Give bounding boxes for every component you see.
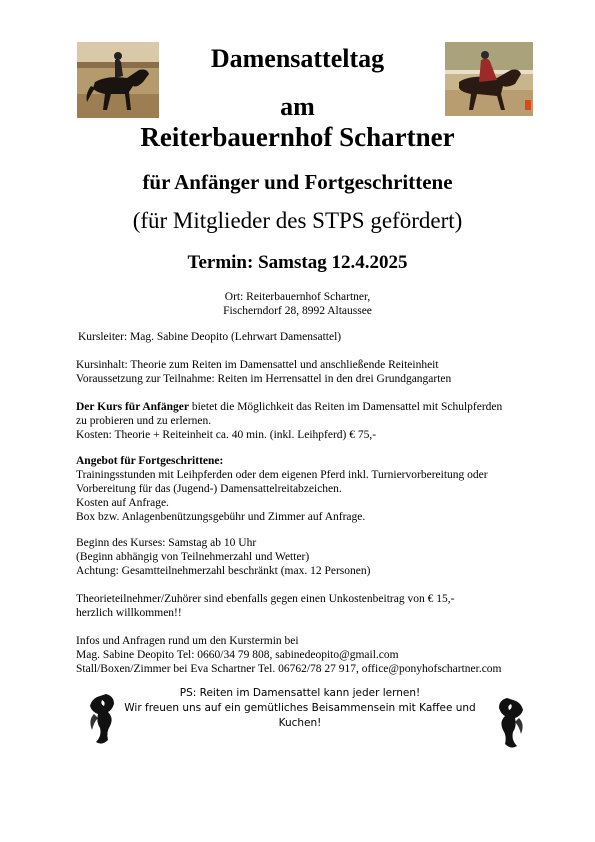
course-start-line-1: Beginn des Kurses: Samstag ab 10 Uhr <box>76 537 257 549</box>
course-start-line-2: (Beginn abhängig von Teilnehmerzahl und Wetter) <box>76 551 310 563</box>
title-line-3: Reiterbauernhof Schartner <box>140 122 455 152</box>
instructor: Kursleiter: Mag. Sabine Deopito (Lehrwart Damensattel) <box>78 331 342 343</box>
subtitle-members: (für Mitglieder des STPS gefördert) <box>132 208 463 233</box>
course-content-line-2: Voraussetzung zur Teilnahme: Reiten im Herrensattel in den drei Grundgangarten <box>76 373 452 385</box>
theory-line-2: herzlich willkommen!! <box>76 607 182 619</box>
course-start <box>76 536 546 578</box>
title-line-2: am <box>280 92 315 121</box>
advanced-course <box>76 454 546 524</box>
beginner-line-2: zu probieren und zu erlernen. <box>76 415 212 427</box>
postscript <box>120 686 480 731</box>
location-line-1: Ort: Reiterbauernhof Schartner, <box>224 291 371 303</box>
postscript-line-1: PS: Reiten im Damensattel kann jeder lernen! <box>179 687 421 699</box>
title-line-1: Damensatteltag <box>210 44 385 73</box>
course-content <box>76 358 546 386</box>
course-content-line-1: Kursinhalt: Theorie zum Reiten im Damensattel und anschließende Reiteinheit <box>76 359 439 371</box>
contact-line-3: Stall/Boxen/Zimmer bei Eva Schartner Tel. 06762/78 27 917, office@ponyhofschartner.com <box>76 663 502 675</box>
subtitle-audience: für Anfänger und Fortgeschrittene <box>142 170 453 194</box>
advanced-line-2: Vorbereitung für das (Jugend-) Damensattelreitabzeichen. <box>76 483 342 495</box>
advanced-line-4: Box bzw. Anlagenbenützungsgebühr und Zimmer auf Anfrage. <box>76 511 366 523</box>
contact-info <box>76 634 546 676</box>
location-line-2: Fischerndorf 28, 8992 Altaussee <box>223 305 372 317</box>
course-start-line-3: Achtung: Gesamtteilnehmerzahl beschränkt (max. 12 Personen) <box>76 565 371 577</box>
beginner-line-1 <box>76 400 546 414</box>
location <box>0 290 595 318</box>
theory-participants <box>76 592 546 620</box>
postscript-line-3: Kuchen! <box>278 717 322 729</box>
beginner-line-1-rest: bietet die Möglichkeit das Reiten im Damensattel mit Schulpferden <box>188 401 503 413</box>
advanced-line-1: Trainingsstunden mit Leihpferden oder dem eigenen Pferd inkl. Turniervorbereitung oder <box>76 469 488 481</box>
contact-line-1: Infos und Anfragen rund um den Kurstermin bei <box>76 635 299 647</box>
contact-line-2: Mag. Sabine Deopito Tel: 0660/34 79 808, sabinedeopito@gmail.com <box>76 649 399 661</box>
beginner-course <box>76 400 546 442</box>
beginner-heading: Der Kurs für Anfänger <box>76 401 189 413</box>
postscript-line-2: Wir freuen uns auf ein gemütliches Beisammensein mit Kaffee und <box>124 702 476 714</box>
advanced-line-3: Kosten auf Anfrage. <box>76 497 169 509</box>
beginner-cost: Kosten: Theorie + Reiteinheit ca. 40 min. (inkl. Leihpferd) € 75,- <box>76 429 377 441</box>
advanced-heading: Angebot für Fortgeschrittene: <box>76 455 224 467</box>
horse-head-ornament-right-icon <box>493 694 529 752</box>
event-date: Termin: Samstag 12.4.2025 <box>187 252 408 273</box>
theory-line-1: Theorieteilnehmer/Zuhörer sind ebenfalls gegen einen Unkostenbeitrag von € 15,- <box>76 593 455 605</box>
horse-head-ornament-left-icon <box>84 690 120 748</box>
